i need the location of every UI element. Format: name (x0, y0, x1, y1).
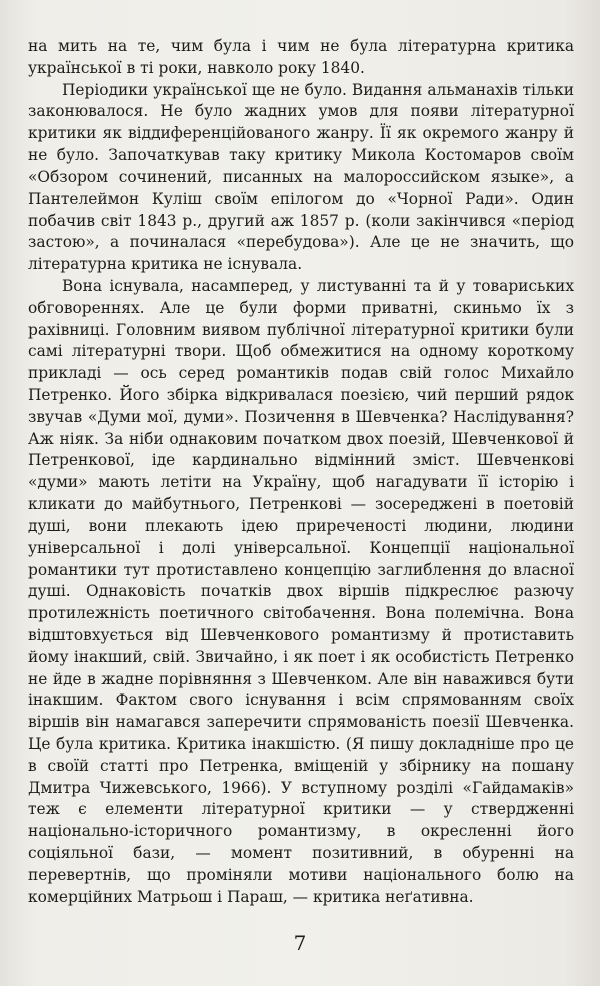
paragraph-criticism-existed: Вона існувала, насамперед, у листуванні та й у товариських обговореннях. Але це були форми приватні, скиньмо їх з рахівниці. Головним виявом публічної літературної критики були самі літературні твори. Щоб обмежитися на одному короткому прикладі — ось серед романтиків подав свій голос Михайло Петренко. Його збірка відкривалася поезією, чий перший рядок звучав «Думи мої, думи». Позичення в Шевченка? Наслідування? Аж ніяк. За ніби однаковим початком двох поезій, Шевченкової й Петренкової, іде кардинально відмінний зміст. Шевченкові «думи» мають летіти на Україну, щоб нагадувати її історію і кликати до майбутнього, Петренкові — зосереджені в поетовій душі, вони плекають ідею приреченості людини, людини універсальної і долі універсальної. Концепції національної романтики тут протиставлено концепцію заглиблення до власної душі. Однаковість початків двох віршів підкреслює разючу протилежність поетичного світобачення. Вона полемічна. Вона відштовхується від Шевченкового романтизму й протиставить йому інакший, свій. Звичайно, і як поет і як особистість Петренко не йде в жадне порівняння з Шевченком. Але він наважився бути інакшим. Фактом свого існування і всім спрямованням своїх віршів він намагався заперечити спрямованість поезії Шевченка. Це була критика. Критика інакшістю. (Я пишу докладніше про це в своїй статті про Петренка, вміщеній у збірнику на пошану Дмитра Чижевського, 1966). У вступному розділі «Гайдамаків» теж є елементи літературної критики — у ствердженні національно-історичного романтизму, в окресленні його соціяльної бази, — момент позитивний, в обуренні на перевертнів, що проміняли мотиви національного болю на комерційних Матрьош і Параш, — критика неґативна. (28, 276, 574, 906)
body-text (28, 36, 574, 909)
paragraph-periodicals: Періодики української ще не було. Видання альманахів тільки законювалося. Не було жадних умов для появи літературної критики як віддиференційованого жанру. Її як окремого жанру й не було. Започаткував таку критику Микола Костомаров своїм «Обзором сочинений, писанных на малороссийском языке», а Пантелеймон Куліш своїм епілогом до «Чорної Ради». Один побачив світ 1843 р., другий аж 1857 р. (коли закінчився «період застою», а починалася «перебудова»). Але це не значить, що літературна критика не існувала. (28, 80, 574, 274)
paragraph-continuation: на мить на те, чим була і чим не була літературна критика української в ті роки, навколо року 1840. (28, 37, 574, 77)
page-number: 7 (293, 931, 307, 955)
